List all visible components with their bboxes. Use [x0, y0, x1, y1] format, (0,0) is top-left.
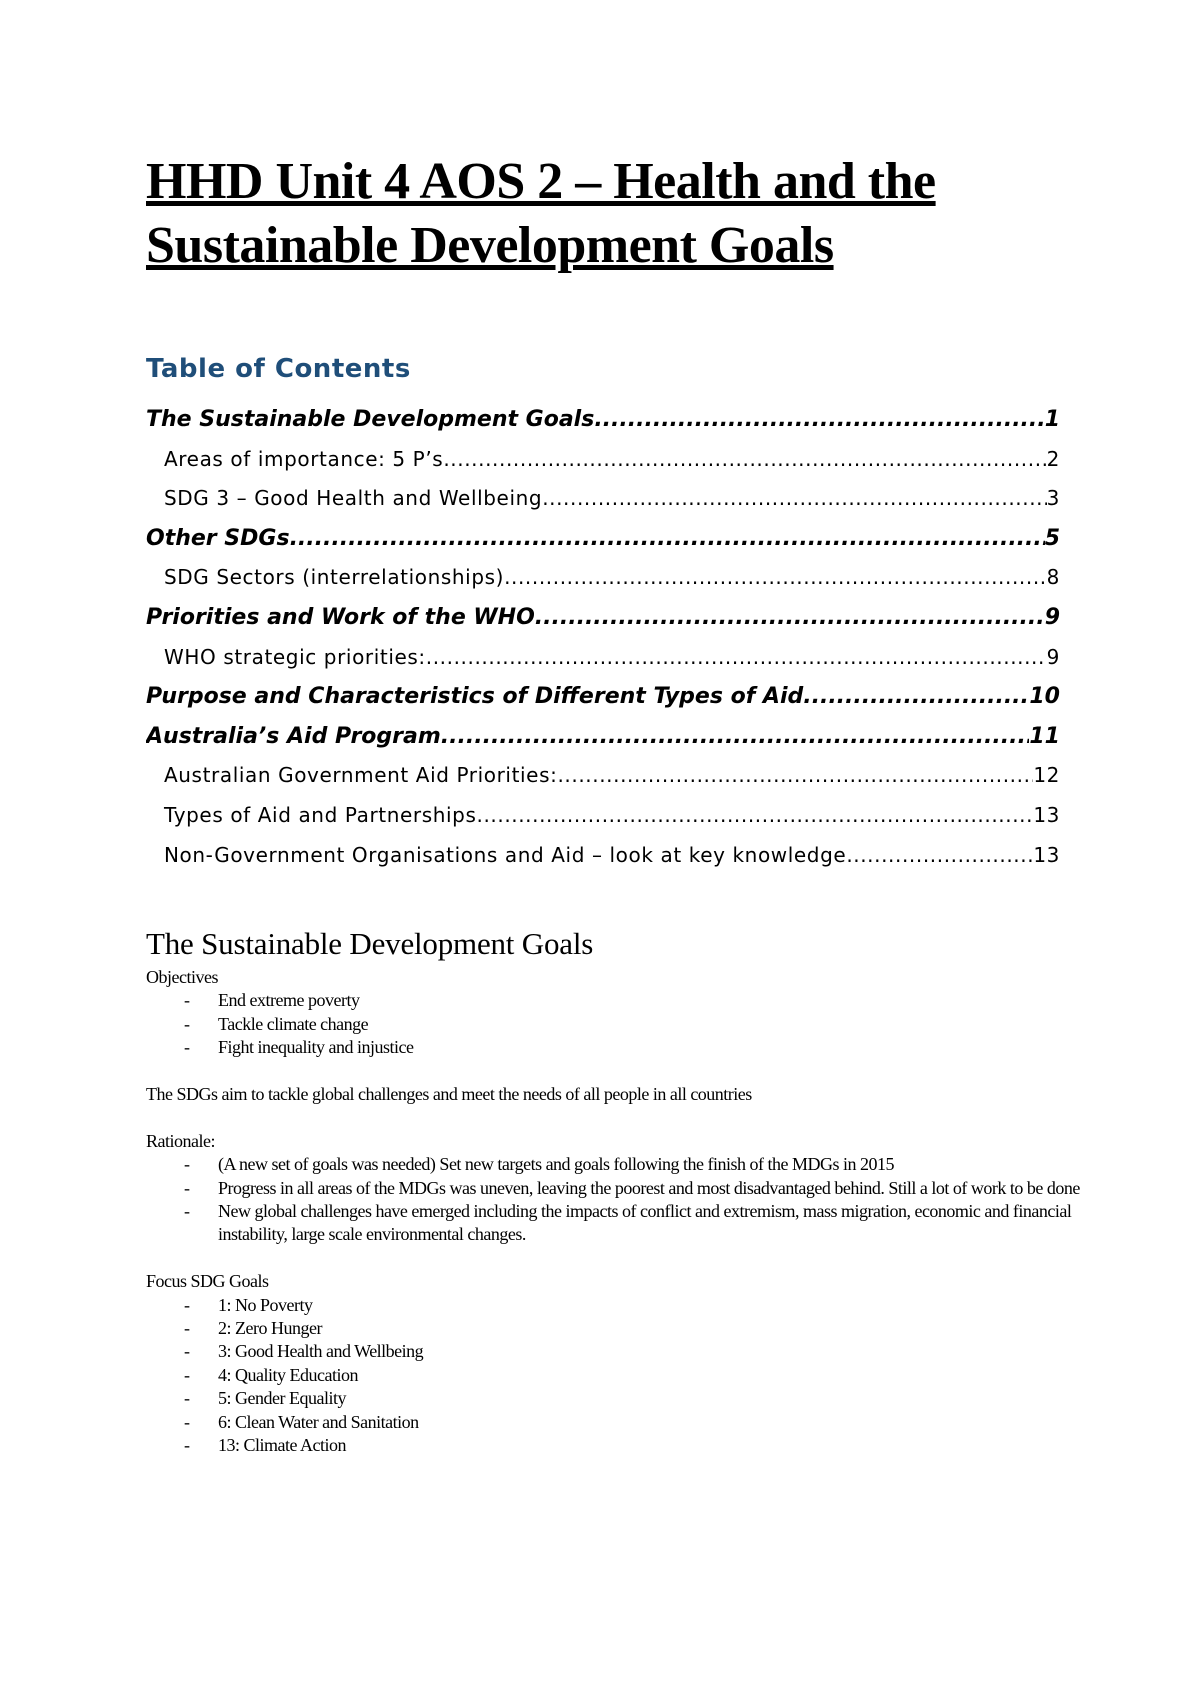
toc-leader: [535, 598, 1045, 638]
bullet-dash: -: [184, 1037, 190, 1058]
toc-entry-page: 3: [1046, 486, 1060, 511]
focus-goals-label: Focus SDG Goals: [146, 1271, 269, 1292]
toc-leader: [557, 756, 1033, 796]
toc-entry-text: Priorities and Work of the WHO: [146, 604, 535, 630]
list-item: [146, 1036, 1086, 1059]
list-item-text: End extreme poverty: [218, 990, 360, 1011]
list-item: [146, 1200, 1086, 1247]
bullet-dash: -: [184, 1318, 190, 1339]
toc-entry-page: 5: [1044, 525, 1060, 551]
list-item-text: 2: Zero Hunger: [218, 1318, 322, 1339]
spacer: [146, 1247, 1086, 1270]
toc-entry-text: Types of Aid and Partnerships: [164, 802, 477, 827]
list-item: [146, 1317, 1086, 1340]
list-item-text: Tackle climate change: [218, 1013, 369, 1034]
bullet-dash: -: [184, 990, 190, 1011]
bullet-dash: -: [184, 1294, 190, 1315]
bullet-dash: -: [184, 1177, 190, 1198]
list-item-text: 4: Quality Education: [218, 1364, 358, 1385]
rationale-label: Rationale:: [146, 1130, 215, 1151]
toc-entry[interactable]: [146, 836, 1060, 876]
objectives-list: [146, 989, 1086, 1059]
toc-entry-text: Other SDGs: [146, 525, 290, 551]
aim-paragraph: The SDGs aim to tackle global challenges and meet the needs of all people in all countries: [146, 1084, 752, 1105]
toc-entry[interactable]: [146, 717, 1060, 757]
toc-entry-text: SDG 3 – Good Health and Wellbeing: [164, 486, 543, 511]
bullet-dash: -: [184, 1341, 190, 1362]
toc-leader: [542, 479, 1046, 519]
toc-entry-page: 11: [1029, 723, 1060, 749]
list-item-text: Fight inequality and injustice: [218, 1037, 414, 1058]
toc-entry-text: Non-Government Organisations and Aid – look at key knowledge: [164, 842, 847, 867]
toc-entry-page: 10: [1029, 684, 1060, 710]
toc-entry[interactable]: [146, 400, 1060, 440]
table-of-contents: [146, 400, 1060, 875]
toc-leader: [846, 836, 1033, 876]
bullet-dash: -: [184, 1435, 190, 1456]
list-item-text: (A new set of goals was needed) Set new targets and goals following the finish of the MDGs in 2015: [218, 1154, 895, 1175]
list-item-text: 1: No Poverty: [218, 1294, 313, 1315]
toc-entry-page: 2: [1046, 446, 1060, 471]
list-item: [146, 1013, 1086, 1036]
objectives-label: Objectives: [146, 967, 218, 987]
toc-entry-text: Australia’s Aid Program: [146, 723, 441, 749]
toc-heading: Table of Contents: [146, 354, 411, 384]
toc-entry[interactable]: [146, 598, 1060, 638]
bullet-dash: -: [184, 1013, 190, 1034]
toc-entry-text: Australian Government Aid Priorities:: [164, 763, 558, 788]
toc-entry-page: 1: [1044, 407, 1060, 432]
section-heading: The Sustainable Development Goals: [146, 926, 594, 961]
list-item-text: 5: Gender Equality: [218, 1388, 346, 1409]
toc-entry-text: Areas of importance: 5 P’s: [164, 446, 444, 471]
list-item: [146, 1153, 1086, 1176]
toc-entry[interactable]: [146, 479, 1060, 519]
toc-leader: [476, 796, 1033, 836]
toc-entry[interactable]: [146, 558, 1060, 598]
bullet-dash: -: [184, 1364, 190, 1385]
list-item: [146, 1387, 1086, 1410]
toc-entry[interactable]: [146, 440, 1060, 480]
list-item-text: New global challenges have emerged including the impacts of conflict and extremism, mass migration, economic and financial instability, large scale environmental changes.: [218, 1201, 1072, 1245]
list-item: [146, 989, 1086, 1012]
toc-leader: [504, 558, 1047, 598]
toc-entry[interactable]: [146, 677, 1060, 717]
spacer: [146, 1106, 1086, 1129]
toc-leader: [443, 440, 1046, 480]
toc-entry-text: Purpose and Characteristics of Different Types of Aid: [146, 684, 804, 710]
toc-leader: [441, 717, 1030, 757]
toc-entry-page: 8: [1046, 565, 1060, 590]
toc-entry-page: 13: [1033, 802, 1060, 827]
list-item-text: 3: Good Health and Wellbeing: [218, 1341, 424, 1362]
toc-entry-text: WHO strategic priorities:: [164, 644, 426, 669]
list-item: [146, 1177, 1086, 1200]
list-item-text: 6: Clean Water and Sanitation: [218, 1411, 419, 1432]
toc-leader: [290, 519, 1045, 559]
section-body: [146, 966, 1086, 1457]
focus-goals-list: [146, 1294, 1086, 1458]
bullet-dash: -: [184, 1154, 190, 1175]
document-title: HHD Unit 4 AOS 2 – Health and the Sustainable Development Goals: [146, 153, 936, 274]
toc-entry-page: 9: [1044, 604, 1060, 630]
rationale-list: [146, 1153, 1086, 1247]
toc-entry-page: 13: [1033, 842, 1060, 867]
toc-entry[interactable]: [146, 756, 1060, 796]
spacer: [146, 1060, 1086, 1083]
bullet-dash: -: [184, 1388, 190, 1409]
list-item: [146, 1364, 1086, 1387]
toc-entry-page: 9: [1046, 644, 1060, 669]
list-item: [146, 1411, 1086, 1434]
list-item-text: 13: Climate Action: [218, 1435, 346, 1456]
toc-entry[interactable]: [146, 519, 1060, 559]
toc-leader: [426, 638, 1047, 678]
toc-entry-text: SDG Sectors (interrelationships): [164, 565, 505, 590]
list-item: [146, 1340, 1086, 1363]
toc-entry[interactable]: [146, 638, 1060, 678]
bullet-dash: -: [184, 1201, 190, 1222]
bullet-dash: -: [184, 1411, 190, 1432]
toc-entry[interactable]: [146, 796, 1060, 836]
list-item-text: Progress in all areas of the MDGs was uneven, leaving the poorest and most disadvantaged behind. Still a lot of work to be done: [218, 1177, 1080, 1198]
toc-entry-text: The Sustainable Development Goals: [146, 407, 595, 432]
toc-entry-page: 12: [1033, 763, 1060, 788]
toc-leader: [803, 677, 1029, 717]
list-item: [146, 1294, 1086, 1317]
list-item: [146, 1434, 1086, 1457]
toc-leader: [594, 400, 1044, 440]
